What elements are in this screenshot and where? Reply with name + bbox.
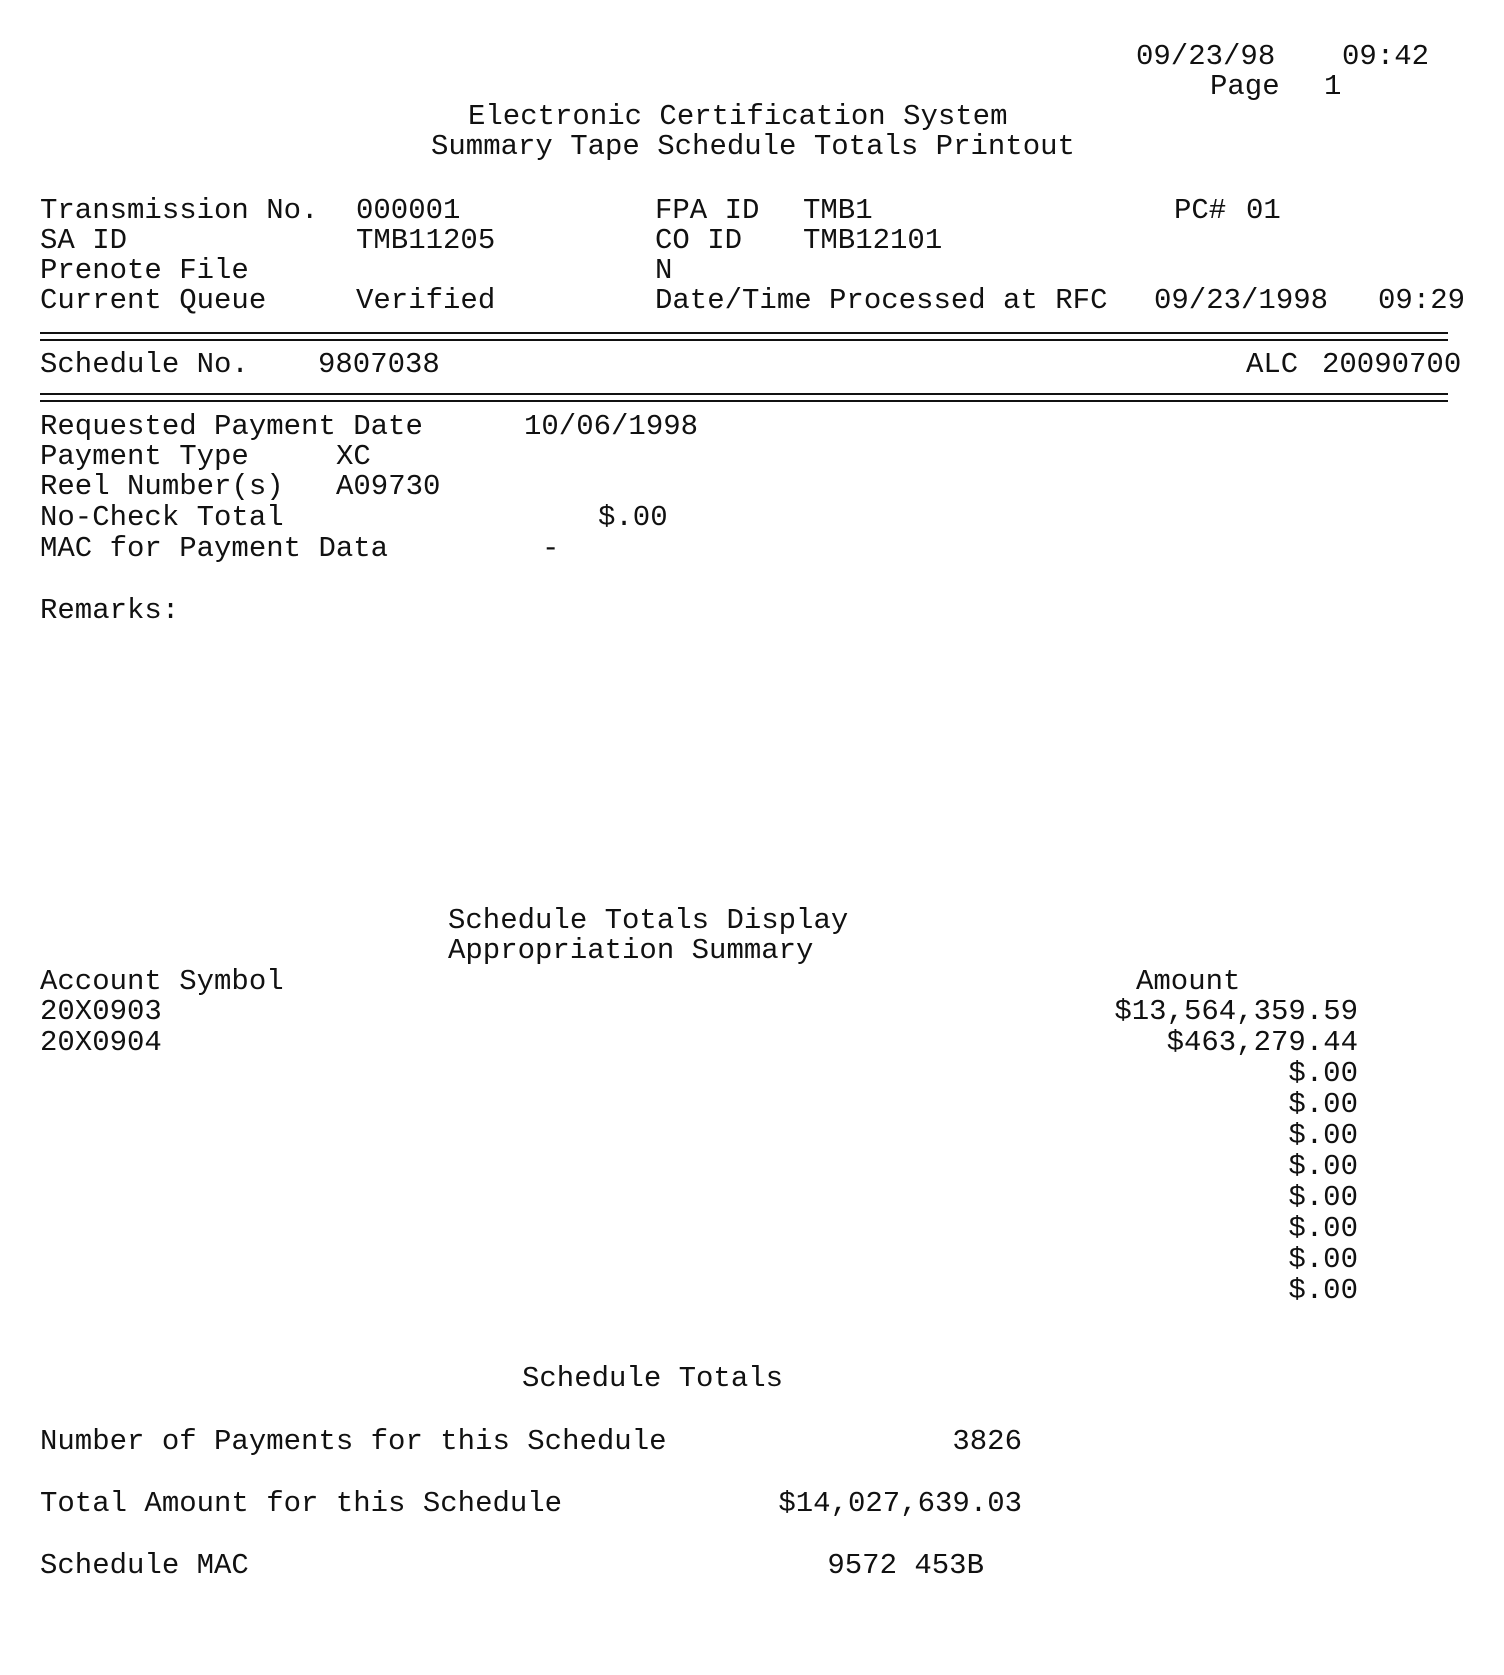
payment-type-label: Payment Type bbox=[40, 440, 249, 473]
amount-value: $.00 bbox=[1288, 1212, 1358, 1245]
report-time: 09:42 bbox=[1342, 40, 1430, 73]
amount-value: $.00 bbox=[1288, 1088, 1358, 1121]
amount-value: $13,564,359.59 bbox=[1114, 995, 1358, 1028]
remarks-label: Remarks: bbox=[40, 594, 180, 627]
report-date: 09/23/98 bbox=[1136, 40, 1276, 73]
rule-top-1 bbox=[40, 332, 1448, 334]
schedule-totals-title: Schedule Totals bbox=[522, 1362, 784, 1395]
rule-mid-2 bbox=[40, 400, 1448, 402]
account-symbol: 20X0903 bbox=[40, 995, 162, 1028]
schedule-mac-value: 9572 453B bbox=[827, 1549, 984, 1582]
processed-date: 09/23/1998 bbox=[1154, 284, 1329, 317]
prenote-value: N bbox=[655, 254, 673, 287]
amount-value: $.00 bbox=[1288, 1119, 1358, 1152]
pc-label: PC# bbox=[1174, 194, 1227, 227]
reel-label: Reel Number(s) bbox=[40, 470, 284, 503]
transmission-value: 000001 bbox=[356, 194, 461, 227]
alc-value: 20090700 bbox=[1322, 348, 1462, 381]
account-symbol-header: Account Symbol bbox=[40, 965, 284, 998]
processed-time: 09:29 bbox=[1378, 284, 1466, 317]
alc-label: ALC bbox=[1246, 348, 1299, 381]
requested-date-label: Requested Payment Date bbox=[40, 410, 423, 443]
rule-top-2 bbox=[40, 339, 1448, 341]
appropriation-subtitle: Appropriation Summary bbox=[448, 934, 814, 967]
schedule-label: Schedule No. bbox=[40, 348, 249, 381]
mac-payment-label: MAC for Payment Data bbox=[40, 532, 389, 565]
nocheck-label: No-Check Total bbox=[40, 501, 284, 534]
payment-type-value: XC bbox=[336, 440, 371, 473]
payments-count-value: 3826 bbox=[952, 1425, 1022, 1458]
report-title: Electronic Certification System bbox=[468, 100, 1008, 133]
report-subtitle: Summary Tape Schedule Totals Printout bbox=[431, 130, 1075, 163]
account-symbol: 20X0904 bbox=[40, 1026, 162, 1059]
queue-label: Current Queue bbox=[40, 284, 267, 317]
amount-value: $.00 bbox=[1288, 1181, 1358, 1214]
transmission-label: Transmission No. bbox=[40, 194, 319, 227]
sa-id-value: TMB11205 bbox=[356, 224, 496, 257]
pc-value: 01 bbox=[1246, 194, 1281, 227]
amount-value: $.00 bbox=[1288, 1057, 1358, 1090]
fpa-id-label: FPA ID bbox=[655, 194, 760, 227]
requested-date-value: 10/06/1998 bbox=[524, 410, 699, 443]
nocheck-value: $.00 bbox=[598, 501, 668, 534]
schedule-value: 9807038 bbox=[318, 348, 440, 381]
amount-value: $463,279.44 bbox=[1166, 1026, 1358, 1059]
amount-value: $.00 bbox=[1288, 1274, 1358, 1307]
processed-label: Date/Time Processed at RFC bbox=[655, 284, 1108, 317]
amount-header: Amount bbox=[1136, 965, 1241, 998]
schedule-mac-label: Schedule MAC bbox=[40, 1549, 249, 1582]
total-amount-label: Total Amount for this Schedule bbox=[40, 1487, 563, 1520]
page-number: 1 bbox=[1324, 70, 1342, 103]
mac-payment-value: - bbox=[542, 532, 560, 565]
prenote-label: Prenote File bbox=[40, 254, 249, 287]
total-amount-value: $14,027,639.03 bbox=[778, 1487, 1022, 1520]
reel-value: A09730 bbox=[336, 470, 441, 503]
payments-count-label: Number of Payments for this Schedule bbox=[40, 1425, 667, 1458]
queue-value: Verified bbox=[356, 284, 496, 317]
page-label: Page bbox=[1210, 70, 1280, 103]
sa-id-label: SA ID bbox=[40, 224, 128, 257]
co-id-value: TMB12101 bbox=[803, 224, 943, 257]
rule-mid-1 bbox=[40, 393, 1448, 395]
appropriation-title: Schedule Totals Display bbox=[448, 904, 849, 937]
fpa-id-value: TMB1 bbox=[803, 194, 873, 227]
co-id-label: CO ID bbox=[655, 224, 743, 257]
amount-value: $.00 bbox=[1288, 1150, 1358, 1183]
amount-value: $.00 bbox=[1288, 1243, 1358, 1276]
